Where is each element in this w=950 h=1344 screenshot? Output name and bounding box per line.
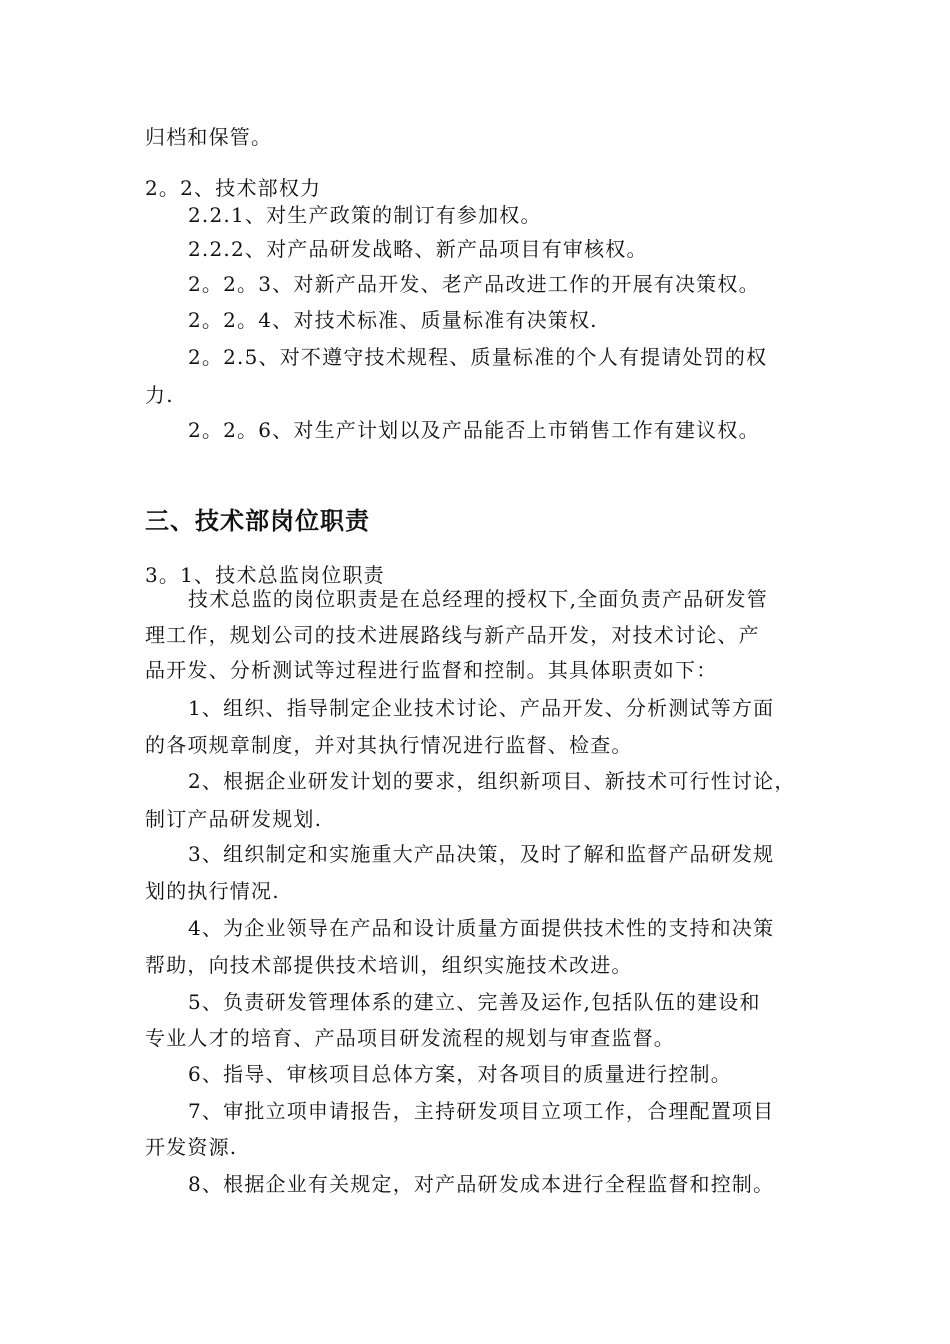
paragraph-line: 制订产品研发规划. (145, 807, 323, 831)
section-subtitle: 2。2、技术部权力 (145, 176, 322, 200)
paragraph-line: 开发资源. (145, 1135, 238, 1159)
paragraph-line: 专业人才的培育、产品项目研发流程的规划与审查监督。 (145, 1026, 675, 1050)
paragraph-line: 理工作，规划公司的技术进展路线与新产品开发，对技术讨论、产 (145, 623, 760, 647)
paragraph-line: 4、为企业领导在产品和设计质量方面提供技术性的支持和决策 (188, 916, 775, 940)
paragraph-line: 2。2.5、对不遵守技术规程、质量标准的个人有提请处罚的权 (188, 345, 768, 369)
paragraph-line: 2、根据企业研发计划的要求，组织新项目、新技术可行性讨论， (188, 769, 796, 793)
paragraph-line: 1、组织、指导制定企业技术讨论、产品开发、分析测试等方面 (188, 696, 775, 720)
paragraph-line: 2.2.1、对生产政策的制订有参加权。 (188, 203, 542, 227)
paragraph-line: 帮助，向技术部提供技术培训，组织实施技术改进。 (145, 953, 633, 977)
paragraph-line: 2.2.2、对产品研发战略、新产品项目有审核权。 (188, 237, 648, 261)
paragraph-line: 2。2。3、对新产品开发、老产品改进工作的开展有决策权。 (188, 272, 760, 296)
paragraph-line: 2。2。6、对生产计划以及产品能否上市销售工作有建议权。 (188, 418, 760, 442)
paragraph-line: 5、负责研发管理体系的建立、完善及运作,包括队伍的建设和 (188, 990, 761, 1014)
paragraph-line: 力. (145, 383, 174, 407)
paragraph-line: 归档和保管。 (145, 125, 273, 149)
paragraph-line: 品开发、分析测试等过程进行监督和控制。其具体职责如下： (145, 658, 718, 682)
paragraph-line: 8、根据企业有关规定，对产品研发成本进行全程监督和控制。 (188, 1172, 775, 1196)
paragraph-line: 3、组织制定和实施重大产品决策，及时了解和监督产品研发规 (188, 842, 775, 866)
paragraph-line: 技术总监的岗位职责是在总经理的授权下,全面负责产品研发管 (188, 587, 768, 611)
paragraph-line: 7、审批立项申请报告，主持研发项目立项工作，合理配置项目 (188, 1099, 775, 1123)
paragraph-line: 6、指导、审核项目总体方案，对各项目的质量进行控制。 (188, 1062, 732, 1086)
section-subtitle: 3。1、技术总监岗位职责 (145, 563, 385, 587)
paragraph-line: 划的执行情况. (145, 879, 280, 903)
section-heading: 三、技术部岗位职责 (145, 507, 370, 535)
paragraph-line: 2。2。4、对技术标准、质量标准有决策权. (188, 308, 598, 332)
paragraph-line: 的各项规章制度，并对其执行情况进行监督、检查。 (145, 733, 633, 757)
